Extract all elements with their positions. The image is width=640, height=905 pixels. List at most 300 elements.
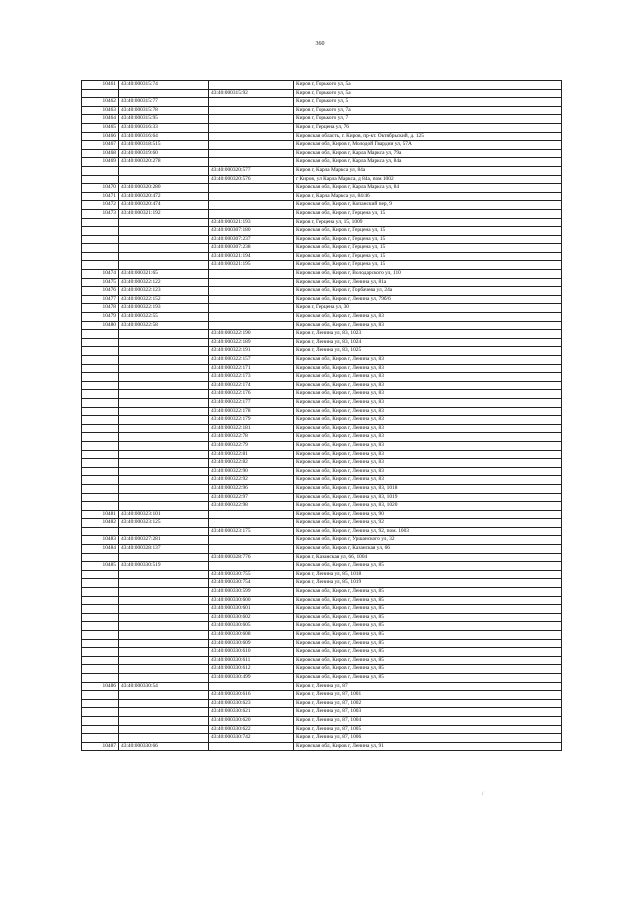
row-number-cell: 10476 xyxy=(82,287,119,296)
sub-object-number-cell xyxy=(209,158,294,167)
table-row xyxy=(82,313,562,322)
row-number-cell xyxy=(82,252,119,261)
row-number-cell xyxy=(82,570,119,579)
cadastral-number-cell xyxy=(119,459,209,468)
address-cell: Киров г, Казанская ул, 66, 1004 xyxy=(294,553,562,562)
address-cell: Киров г, Ленина ул, 83, 1025 xyxy=(294,347,562,356)
cadastral-number-cell: 43:40:000322:193 xyxy=(119,304,209,313)
sub-object-number-cell xyxy=(209,295,294,304)
sub-object-number-cell xyxy=(209,123,294,132)
address-cell: Кировская обл, Киров г, Молодой Гвардии ул, 57А xyxy=(294,141,562,150)
row-number-cell xyxy=(82,244,119,253)
row-number-cell: 10468 xyxy=(82,149,119,158)
row-number-cell xyxy=(82,734,119,743)
sub-object-number-cell: 43:40:000307:180 xyxy=(209,227,294,236)
row-number-cell xyxy=(82,579,119,588)
cadastral-number-cell xyxy=(119,648,209,657)
row-number-cell: 10485 xyxy=(82,562,119,571)
sub-object-number-cell: 43:40:000322:96 xyxy=(209,484,294,493)
cadastral-number-cell xyxy=(119,235,209,244)
address-cell: Кировская обл, Киров г, Ленина ул, 85 xyxy=(294,622,562,631)
sub-object-number-cell: 43:40:000330:612 xyxy=(209,665,294,674)
table-row xyxy=(82,570,562,579)
address-cell: Киров г, Горького ул, 5а xyxy=(294,89,562,98)
row-number-cell xyxy=(82,450,119,459)
register-table xyxy=(81,80,562,751)
sub-object-number-cell: 43:40:000322:81 xyxy=(209,450,294,459)
address-cell: Кировская обл, Киров г, Ленина ул, 91 xyxy=(294,742,562,751)
row-number-cell xyxy=(82,459,119,468)
row-number-cell xyxy=(82,381,119,390)
row-number-cell: 10481 xyxy=(82,510,119,519)
cadastral-number-cell xyxy=(119,218,209,227)
address-cell: Кировская обл, Киров г, Ленина ул, 83 xyxy=(294,433,562,442)
table-row xyxy=(82,433,562,442)
table-row xyxy=(82,89,562,98)
row-number-cell xyxy=(82,356,119,365)
sub-object-number-cell xyxy=(209,201,294,210)
table-row xyxy=(82,699,562,708)
table-row xyxy=(82,398,562,407)
address-cell: Кировская обл, Киров г, Ленина ул, 81а xyxy=(294,278,562,287)
address-cell: Кировская обл, Киров г, Ленина ул, 83 xyxy=(294,467,562,476)
address-cell: Кировская обл, Киров г, Горбачева ул, 24а xyxy=(294,287,562,296)
row-number-cell xyxy=(82,407,119,416)
cadastral-number-cell: 43:40:000316:33 xyxy=(119,123,209,132)
table-row xyxy=(82,158,562,167)
cadastral-number-cell xyxy=(119,708,209,717)
cadastral-number-cell: 43:40:000315:95 xyxy=(119,115,209,124)
row-number-cell: 10462 xyxy=(82,98,119,107)
address-cell: Киров г, Ленина ул, 87, 1001 xyxy=(294,691,562,700)
cadastral-number-cell xyxy=(119,390,209,399)
row-number-cell xyxy=(82,373,119,382)
address-cell: Кировская обл, Киров г, Ленина ул, 83 xyxy=(294,364,562,373)
cadastral-number-cell xyxy=(119,665,209,674)
address-cell: Киров г, Ленина ул, 85, 1019 xyxy=(294,579,562,588)
address-cell: Кировская обл, Киров г, Карла Маркса ул, 84а xyxy=(294,158,562,167)
address-cell: Кировская обл, Киров г, Ленина ул, 85 xyxy=(294,665,562,674)
address-cell: Кировская обл, Киров г, Герцена ул, 15 xyxy=(294,235,562,244)
cadastral-number-cell xyxy=(119,398,209,407)
address-cell: Киров г, Герцена ул, 30 xyxy=(294,304,562,313)
cadastral-number-cell xyxy=(119,476,209,485)
register-table-body xyxy=(82,81,562,751)
cadastral-number-cell: 43:40:000330:66 xyxy=(119,742,209,751)
row-number-cell xyxy=(82,691,119,700)
row-number-cell xyxy=(82,347,119,356)
table-row xyxy=(82,484,562,493)
table-row xyxy=(82,244,562,253)
address-cell: Киров г, Карла Маркса ул, 84/46 xyxy=(294,192,562,201)
table-row xyxy=(82,304,562,313)
table-row xyxy=(82,725,562,734)
stray-mark: / xyxy=(482,792,484,797)
sub-object-number-cell: 43:40:000322:190 xyxy=(209,330,294,339)
cadastral-number-cell xyxy=(119,244,209,253)
cadastral-number-cell: 43:40:000330:519 xyxy=(119,562,209,571)
sub-object-number-cell: 43:40:000322:82 xyxy=(209,459,294,468)
row-number-cell xyxy=(82,261,119,270)
cadastral-number-cell: 43:40:000321:192 xyxy=(119,209,209,218)
sub-object-number-cell: 43:40:000322:79 xyxy=(209,441,294,450)
address-cell: Кировская обл, Киров г, Ленина ул, 90 xyxy=(294,510,562,519)
cadastral-number-cell xyxy=(119,175,209,184)
cadastral-number-cell xyxy=(119,579,209,588)
row-number-cell xyxy=(82,441,119,450)
address-cell: Кировская обл, Киров г, Ленина ул, 83 xyxy=(294,476,562,485)
address-cell: Кировская обл, Киров г, Ленина ул, 83 xyxy=(294,450,562,459)
cadastral-number-cell xyxy=(119,570,209,579)
cadastral-number-cell xyxy=(119,433,209,442)
sub-object-number-cell xyxy=(209,98,294,107)
cadastral-number-cell xyxy=(119,656,209,665)
cadastral-number-cell: 43:40:000321:65 xyxy=(119,270,209,279)
sub-object-number-cell xyxy=(209,742,294,751)
sub-object-number-cell: 43:40:000322:189 xyxy=(209,338,294,347)
table-row xyxy=(82,553,562,562)
address-cell: Кировская обл, Киров г, Ленина ул, 79б/6 xyxy=(294,295,562,304)
row-number-cell xyxy=(82,398,119,407)
address-cell: Кировская обл, Киров г, Ленина ул, 85 xyxy=(294,562,562,571)
sub-object-number-cell xyxy=(209,132,294,141)
row-number-cell: 10473 xyxy=(82,209,119,218)
sub-object-number-cell: 43:40:000322:78 xyxy=(209,433,294,442)
table-row xyxy=(82,665,562,674)
address-cell: Кировская обл, Киров г, Ленина ул, 85 xyxy=(294,656,562,665)
row-number-cell xyxy=(82,588,119,597)
row-number-cell xyxy=(82,699,119,708)
cadastral-number-cell: 43:40:000322:55 xyxy=(119,313,209,322)
table-row xyxy=(82,270,562,279)
table-row xyxy=(82,132,562,141)
cadastral-number-cell xyxy=(119,252,209,261)
table-row xyxy=(82,682,562,691)
address-cell: Кировская обл, Киров г, Ленина ул, 83, 1020 xyxy=(294,502,562,511)
row-number-cell: 10478 xyxy=(82,304,119,313)
table-row xyxy=(82,691,562,700)
address-cell: Кировская обл, Киров г, Ленина ул, 83 xyxy=(294,313,562,322)
sub-object-number-cell: 43:40:000330:605 xyxy=(209,622,294,631)
sub-object-number-cell: 43:40:000328:776 xyxy=(209,553,294,562)
table-row xyxy=(82,476,562,485)
row-number-cell xyxy=(82,433,119,442)
row-number-cell xyxy=(82,648,119,657)
table-row xyxy=(82,716,562,725)
address-cell: Кировская обл, Киров г, Герцена ул, 15 xyxy=(294,244,562,253)
address-cell: Кировская обл, Киров г, Герцена ул, 15 xyxy=(294,252,562,261)
cadastral-number-cell xyxy=(119,553,209,562)
row-number-cell: 10472 xyxy=(82,201,119,210)
sub-object-number-cell xyxy=(209,304,294,313)
row-number-cell: 10461 xyxy=(82,81,119,90)
table-row xyxy=(82,579,562,588)
table-row xyxy=(82,338,562,347)
table-row xyxy=(82,81,562,90)
row-number-cell: 10482 xyxy=(82,519,119,528)
address-cell: Кировская обл, Киров г, Ленина ул, 85 xyxy=(294,631,562,640)
table-row xyxy=(82,656,562,665)
cadastral-number-cell: 43:40:000330:54 xyxy=(119,682,209,691)
sub-object-number-cell xyxy=(209,141,294,150)
cadastral-number-cell xyxy=(119,622,209,631)
cadastral-number-cell: 43:40:000318:515 xyxy=(119,141,209,150)
cadastral-number-cell: 43:40:000322:123 xyxy=(119,287,209,296)
cadastral-number-cell: 43:40:000327:281 xyxy=(119,536,209,545)
table-row xyxy=(82,596,562,605)
table-row xyxy=(82,330,562,339)
row-number-cell: 10471 xyxy=(82,192,119,201)
row-number-cell: 10470 xyxy=(82,184,119,193)
row-number-cell xyxy=(82,89,119,98)
table-row xyxy=(82,347,562,356)
address-cell: Киров г, Ленина ул, 87, 1004 xyxy=(294,716,562,725)
address-cell: Кировская обл, Киров г, Ленина ул, 83 xyxy=(294,416,562,425)
table-row xyxy=(82,390,562,399)
table-row xyxy=(82,588,562,597)
address-cell: Кировская обл, Киров г, Володарского ул, 110 xyxy=(294,270,562,279)
sub-object-number-cell xyxy=(209,519,294,528)
row-number-cell xyxy=(82,166,119,175)
address-cell: Кировская обл, Киров г, Ленина ул, 83 xyxy=(294,381,562,390)
row-number-cell: 10467 xyxy=(82,141,119,150)
cadastral-number-cell xyxy=(119,424,209,433)
cadastral-number-cell: 43:40:000323:125 xyxy=(119,519,209,528)
address-cell: Кировская обл, Киров г, Герцена ул, 15 xyxy=(294,261,562,270)
row-number-cell: 10480 xyxy=(82,321,119,330)
row-number-cell xyxy=(82,484,119,493)
table-row xyxy=(82,648,562,657)
sub-object-number-cell: 43:40:000330:610 xyxy=(209,648,294,657)
row-number-cell xyxy=(82,338,119,347)
cadastral-number-cell xyxy=(119,725,209,734)
table-row xyxy=(82,364,562,373)
address-cell: Кировская обл, Киров г, Карла Маркса ул, 84 xyxy=(294,184,562,193)
sub-object-number-cell: 43:40:000330:755 xyxy=(209,570,294,579)
cadastral-number-cell xyxy=(119,527,209,536)
sub-object-number-cell: 43:40:000322:173 xyxy=(209,373,294,382)
sub-object-number-cell xyxy=(209,270,294,279)
sub-object-number-cell: 43:40:000322:92 xyxy=(209,476,294,485)
cadastral-number-cell xyxy=(119,261,209,270)
table-row xyxy=(82,235,562,244)
cadastral-number-cell: 43:40:000322:152 xyxy=(119,295,209,304)
row-number-cell xyxy=(82,476,119,485)
sub-object-number-cell: 43:40:000322:171 xyxy=(209,364,294,373)
address-cell: Кировская обл, Киров г, Ленина ул, 85 xyxy=(294,639,562,648)
row-number-cell xyxy=(82,553,119,562)
sub-object-number-cell xyxy=(209,278,294,287)
row-number-cell xyxy=(82,605,119,614)
address-cell: Кировская обл, Киров г, Ленина ул, 83 xyxy=(294,373,562,382)
table-row xyxy=(82,149,562,158)
row-number-cell xyxy=(82,364,119,373)
table-row xyxy=(82,201,562,210)
row-number-cell: 10466 xyxy=(82,132,119,141)
address-cell: Кировская обл, Киров г, Ленина ул, 92, пом. 1003 xyxy=(294,527,562,536)
sub-object-number-cell: 43:40:000330:609 xyxy=(209,639,294,648)
table-row xyxy=(82,631,562,640)
table-row xyxy=(82,184,562,193)
sub-object-number-cell: 43:40:000321:194 xyxy=(209,252,294,261)
sub-object-number-cell: 43:40:000323:175 xyxy=(209,527,294,536)
sub-object-number-cell xyxy=(209,321,294,330)
address-cell: Киров г, Ленина ул, 83, 1023 xyxy=(294,330,562,339)
address-cell: Киров г, Горького ул, 7 xyxy=(294,115,562,124)
table-row xyxy=(82,209,562,218)
sub-object-number-cell xyxy=(209,536,294,545)
address-cell: Киров г, Ленина ул, 87 xyxy=(294,682,562,691)
cadastral-number-cell xyxy=(119,631,209,640)
cadastral-number-cell xyxy=(119,493,209,502)
table-row xyxy=(82,527,562,536)
cadastral-number-cell: 43:40:000315:77 xyxy=(119,98,209,107)
sub-object-number-cell xyxy=(209,209,294,218)
cadastral-number-cell xyxy=(119,381,209,390)
address-cell: Кировская обл, Киров г, Ленина ул, 83 xyxy=(294,390,562,399)
cadastral-number-cell: 43:40:000322:58 xyxy=(119,321,209,330)
table-row xyxy=(82,278,562,287)
row-number-cell xyxy=(82,716,119,725)
row-number-cell xyxy=(82,218,119,227)
row-number-cell xyxy=(82,390,119,399)
sub-object-number-cell: 43:40:000330:742 xyxy=(209,734,294,743)
table-row xyxy=(82,673,562,682)
sub-object-number-cell: 43:40:000322:97 xyxy=(209,493,294,502)
table-row xyxy=(82,742,562,751)
cadastral-number-cell xyxy=(119,605,209,614)
sub-object-number-cell xyxy=(209,313,294,322)
table-row xyxy=(82,192,562,201)
cadastral-number-cell xyxy=(119,407,209,416)
sub-object-number-cell: 43:40:000322:181 xyxy=(209,424,294,433)
table-row xyxy=(82,115,562,124)
address-cell: Кировская обл, Киров г, Ленина ул, 83 xyxy=(294,398,562,407)
address-cell: Кировская обл, Киров г, Ленина ул, 85 xyxy=(294,605,562,614)
cadastral-number-cell: 43:40:000315:74 xyxy=(119,81,209,90)
table-row xyxy=(82,287,562,296)
row-number-cell xyxy=(82,502,119,511)
table-row xyxy=(82,459,562,468)
table-row xyxy=(82,407,562,416)
sub-object-number-cell: 43:40:000330:622 xyxy=(209,725,294,734)
address-cell: Кировская обл, Киров г, Ленина ул, 85 xyxy=(294,673,562,682)
address-cell: Кировская обл, Киров г, Ленина ул, 83 xyxy=(294,321,562,330)
cadastral-number-cell: 43:40:000320:280 xyxy=(119,184,209,193)
table-row xyxy=(82,261,562,270)
sub-object-number-cell: 43:40:000330:599 xyxy=(209,588,294,597)
sub-object-number-cell: 43:40:000320:576 xyxy=(209,175,294,184)
sub-object-number-cell: 43:40:000320:577 xyxy=(209,166,294,175)
sub-object-number-cell: 43:40:000322:157 xyxy=(209,356,294,365)
row-number-cell: 10465 xyxy=(82,123,119,132)
row-number-cell xyxy=(82,235,119,244)
row-number-cell: 10479 xyxy=(82,313,119,322)
sub-object-number-cell: 43:40:000330:611 xyxy=(209,656,294,665)
address-cell: Кировская обл, Киров г, Уршанского ул, 32 xyxy=(294,536,562,545)
sub-object-number-cell xyxy=(209,149,294,158)
address-cell: Кировская обл, Киров г, Копанский пер, 9 xyxy=(294,201,562,210)
cadastral-number-cell: 43:40:000316:64 xyxy=(119,132,209,141)
table-row xyxy=(82,252,562,261)
address-cell: г Киров, ул Карла Маркса, д 84а, пом 1002 xyxy=(294,175,562,184)
table-row xyxy=(82,734,562,743)
address-cell: Кировская обл, Киров г, Ленина ул, 85 xyxy=(294,596,562,605)
sub-object-number-cell xyxy=(209,115,294,124)
row-number-cell: 10487 xyxy=(82,742,119,751)
address-cell: Кировская обл, Киров г, Герцена ул, 15 xyxy=(294,227,562,236)
cadastral-number-cell xyxy=(119,441,209,450)
address-cell: Киров г, Ленина ул, 87, 1002 xyxy=(294,699,562,708)
row-number-cell xyxy=(82,665,119,674)
row-number-cell xyxy=(82,639,119,648)
cadastral-number-cell xyxy=(119,484,209,493)
address-cell: Кировская обл, Киров г, Герцена ул, 15 xyxy=(294,209,562,218)
table-row xyxy=(82,166,562,175)
table-row xyxy=(82,218,562,227)
cadastral-number-cell xyxy=(119,89,209,98)
row-number-cell: 10475 xyxy=(82,278,119,287)
cadastral-number-cell: 43:40:000320:472 xyxy=(119,192,209,201)
sub-object-number-cell: 43:40:000315:92 xyxy=(209,89,294,98)
sub-object-number-cell: 43:40:000330:600 xyxy=(209,596,294,605)
table-row xyxy=(82,639,562,648)
table-row xyxy=(82,622,562,631)
sub-object-number-cell: 43:40:000330:601 xyxy=(209,605,294,614)
row-number-cell xyxy=(82,527,119,536)
table-row xyxy=(82,467,562,476)
cadastral-number-cell xyxy=(119,734,209,743)
address-cell: Киров г, Карла Маркса ул, 84а xyxy=(294,166,562,175)
cadastral-number-cell xyxy=(119,639,209,648)
table-row xyxy=(82,493,562,502)
sub-object-number-cell: 43:40:000322:174 xyxy=(209,381,294,390)
row-number-cell xyxy=(82,416,119,425)
cadastral-number-cell xyxy=(119,330,209,339)
row-number-cell xyxy=(82,175,119,184)
sub-object-number-cell: 43:40:000330:499 xyxy=(209,673,294,682)
sub-object-number-cell: 43:40:000321:195 xyxy=(209,261,294,270)
table-row xyxy=(82,536,562,545)
sub-object-number-cell: 43:40:000330:602 xyxy=(209,613,294,622)
address-cell: Кировская область, г. Киров, пр-кт. Октябрьский, д. 125 xyxy=(294,132,562,141)
table-row xyxy=(82,708,562,717)
row-number-cell xyxy=(82,656,119,665)
address-cell: Киров г, Горького ул, 5 xyxy=(294,98,562,107)
address-cell: Киров г, Ленина ул, 87, 1005 xyxy=(294,725,562,734)
cadastral-number-cell xyxy=(119,613,209,622)
sub-object-number-cell xyxy=(209,184,294,193)
sub-object-number-cell: 43:40:000330:623 xyxy=(209,699,294,708)
sub-object-number-cell xyxy=(209,545,294,554)
table-row xyxy=(82,450,562,459)
address-cell: Киров г, Горького ул, 5а xyxy=(294,81,562,90)
table-row xyxy=(82,416,562,425)
address-cell: Кировская обл, Киров г, Ленина ул, 85 xyxy=(294,588,562,597)
address-cell: Кировская обл, Киров г, Ленина ул, 83 xyxy=(294,407,562,416)
cadastral-number-cell xyxy=(119,699,209,708)
table-row xyxy=(82,175,562,184)
sub-object-number-cell: 43:40:000330:754 xyxy=(209,579,294,588)
cadastral-number-cell xyxy=(119,364,209,373)
row-number-cell xyxy=(82,227,119,236)
sub-object-number-cell xyxy=(209,81,294,90)
cadastral-number-cell: 43:40:000319:60 xyxy=(119,149,209,158)
cadastral-number-cell xyxy=(119,450,209,459)
sub-object-number-cell xyxy=(209,287,294,296)
cadastral-number-cell xyxy=(119,691,209,700)
sub-object-number-cell: 43:40:000322:191 xyxy=(209,347,294,356)
